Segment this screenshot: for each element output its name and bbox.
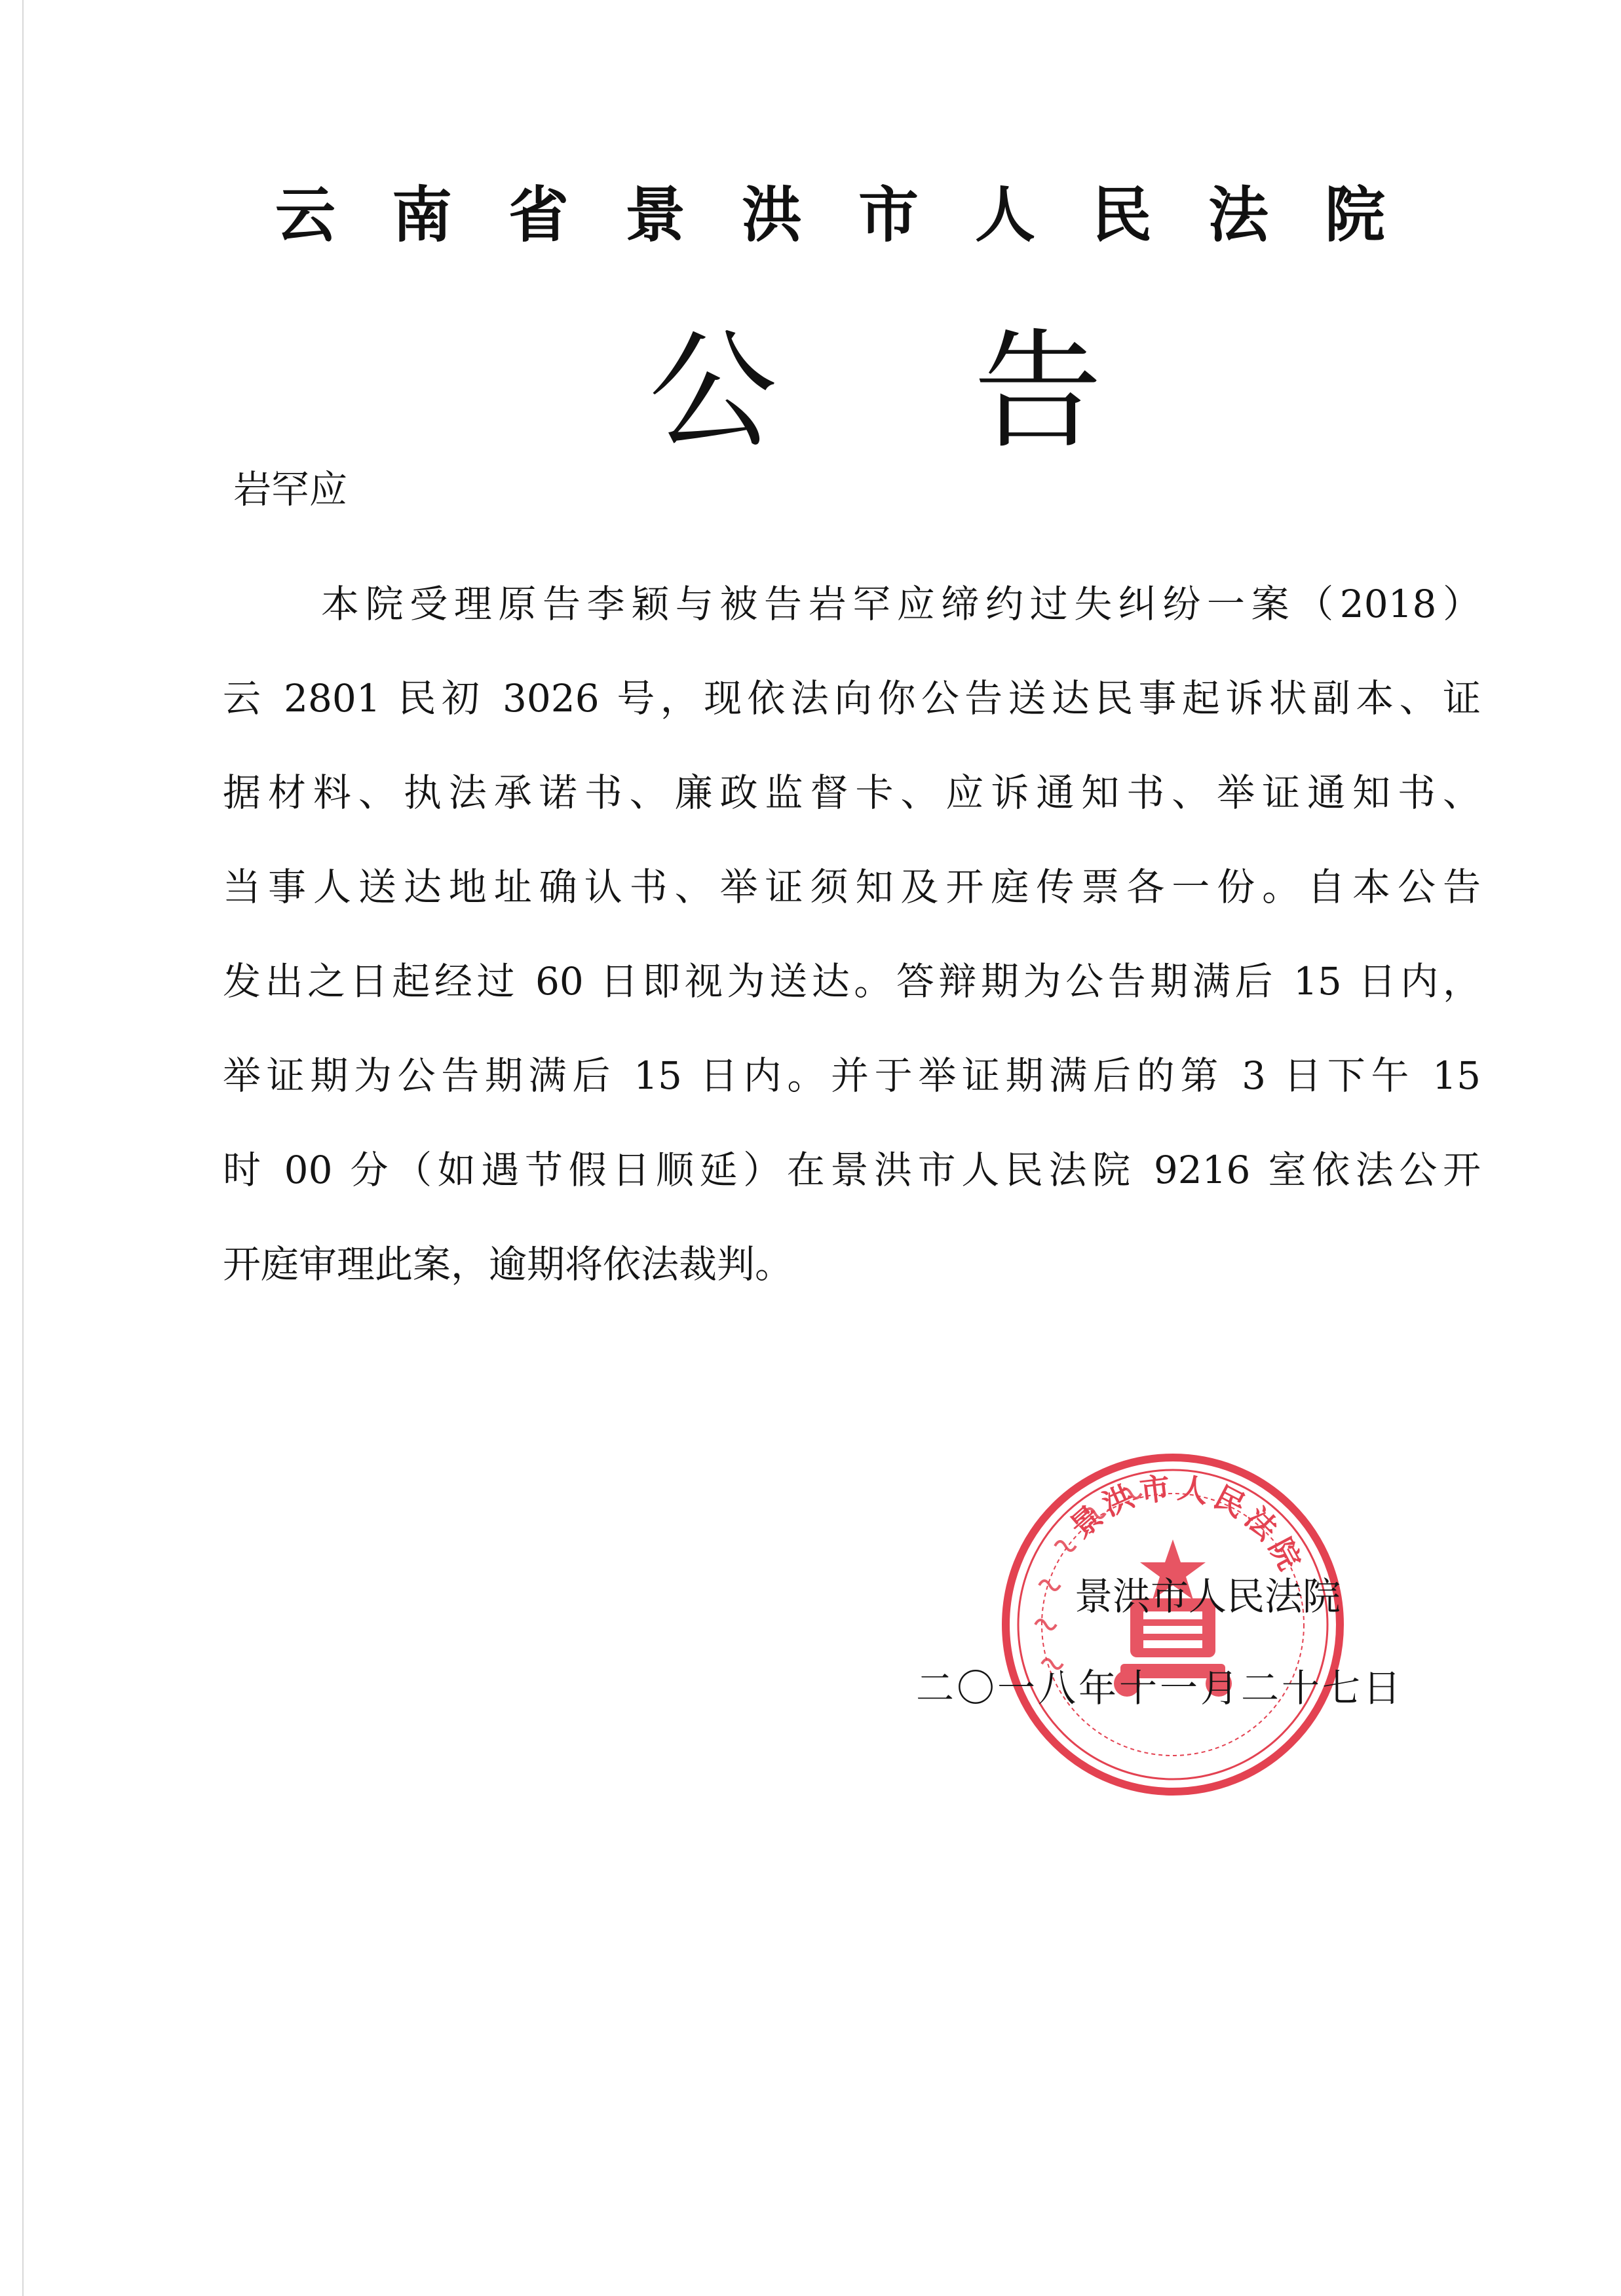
addressee: 岩罕应 (233, 467, 348, 512)
body-line: 云 2801 民初 3026 号，现依法向你公告送达民事起诉状副本、证 (223, 676, 1481, 721)
body-line: 开庭审理此案，逾期将依法裁判。 (223, 1242, 793, 1287)
court-name-heading: 云南省景洪市人民法院 (275, 180, 1442, 250)
svg-text:景洪市人民法院: 景洪市人民法院 (1063, 1469, 1310, 1581)
body-line: 发出之日起经过 60 日即视为送达。答辩期为公告期满后 15 日内， (223, 959, 1481, 1004)
body-line: 举证期为公告期满后 15 日内。并于举证期满后的第 3 日下午 15 (223, 1053, 1481, 1098)
body-line: 时 00 分（如遇节假日顺延）在景洪市人民法院 9216 室依法公开 (223, 1148, 1481, 1192)
notice-body (223, 557, 1481, 1311)
official-seal (996, 1448, 1350, 1801)
scan-edge (22, 0, 24, 2296)
signature-organization: 景洪市人民法院 (1075, 1574, 1341, 1619)
document-title: 公告 (649, 317, 1299, 466)
body-line: 当事人送达地址确认书、举证须知及开庭传票各一份。自本公告 (223, 865, 1481, 909)
body-line: 本院受理原告李颖与被告岩罕应缔约过失纠纷一案（2018） (321, 582, 1481, 626)
body-line: 据材料、执法承诺书、廉政监督卡、应诉通知书、举证通知书、 (223, 770, 1481, 815)
signature-date: 二〇一八年十一月二十七日 (916, 1666, 1404, 1710)
